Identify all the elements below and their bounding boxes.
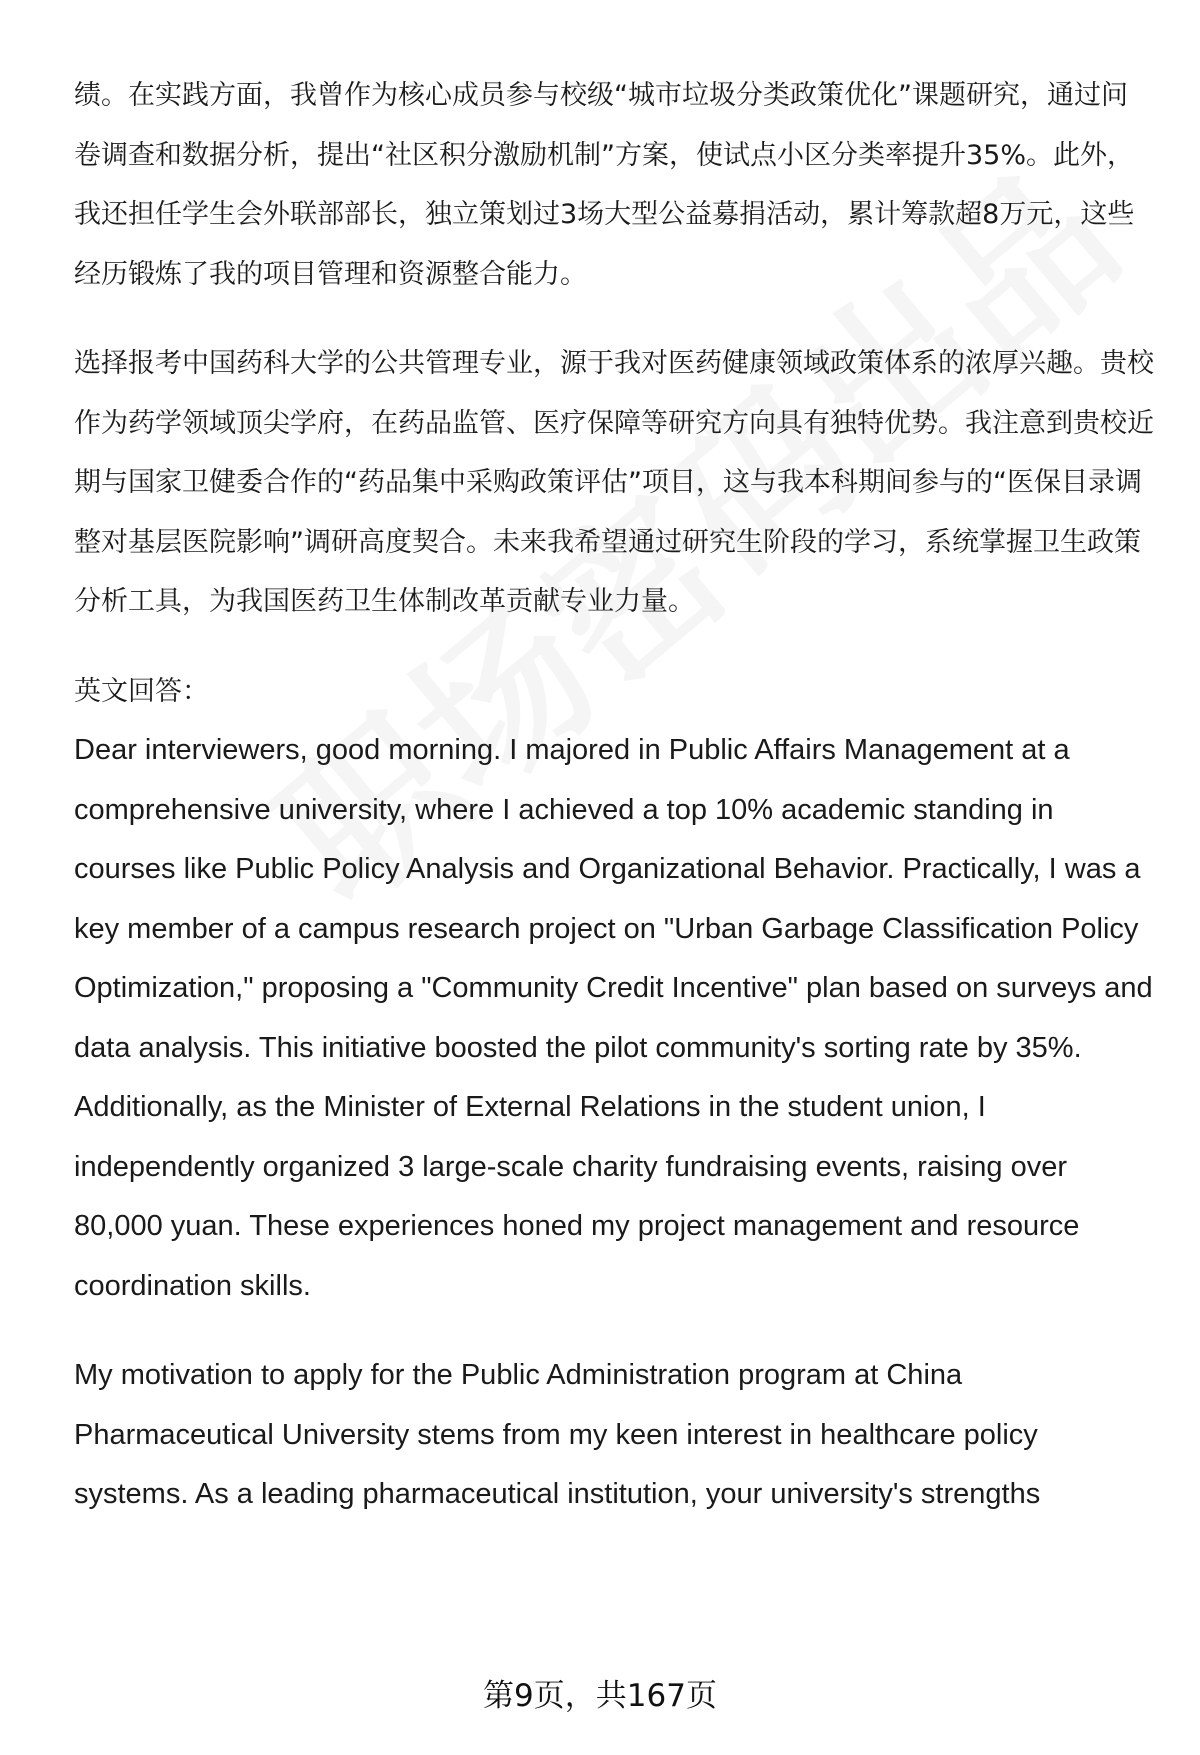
paragraph-en-1: Dear interviewers, good morning. I majored in Public Affairs Management at a comprehensive university, where I achieved a top 10% academic standing in courses like Public Policy Analysis and Organizational Behavior. Practically, I was a key member of a campus research project on "Urban Garbage Classification Policy Optimization," proposing a "Community Credit Incentive" plan based on surveys and data analysis. This initiative boosted the pilot community's sorting rate by 35%. Additionally, as the Minister of External Relations in the student union, I independently organized 3 large-scale charity fundraising events, raising over 80,000 yuan. These experiences honed my project management and resource coordination skills. [74,734,1153,1302]
paragraph-cn-2: 选择报考中国药科大学的公共管理专业，源于我对医药健康领域政策体系的浓厚兴趣。贵校作为药学领域顶尖学府，在药品监管、医疗保障等研究方向具有独特优势。我注意到贵校近期与国家卫健委合作的“药品集中采购政策评估”项目，这与我本科期间参与的“医保目录调整对基层医院影响”调研高度契合。未来我希望通过研究生阶段的学习，系统掌握卫生政策分析工具，为我国医药卫生体制改革贡献专业力量。 [74,348,1154,617]
document-body [74,66,1154,1525]
page-number: 第9页，共167页 [483,1678,717,1714]
paragraph-en-2: My motivation to apply for the Public Administration program at China Pharmaceutical University stems from my keen interest in healthcare policy systems. As a leading pharmaceutical institution, your university's strengths [74,1359,1041,1510]
english-answer-label: 英文回答： [74,675,209,707]
paragraph-cn-1: 绩。在实践方面，我曾作为核心成员参与校级“城市垃圾分类政策优化”课题研究，通过问卷调查和数据分析，提出“社区积分激励机制”方案，使试点小区分类率提升35%。此外，我还担任学生会外联部部长，独立策划过3场大型公益募捐活动，累计筹款超8万元，这些经历锻炼了我的项目管理和资源整合能力。 [74,80,1135,290]
